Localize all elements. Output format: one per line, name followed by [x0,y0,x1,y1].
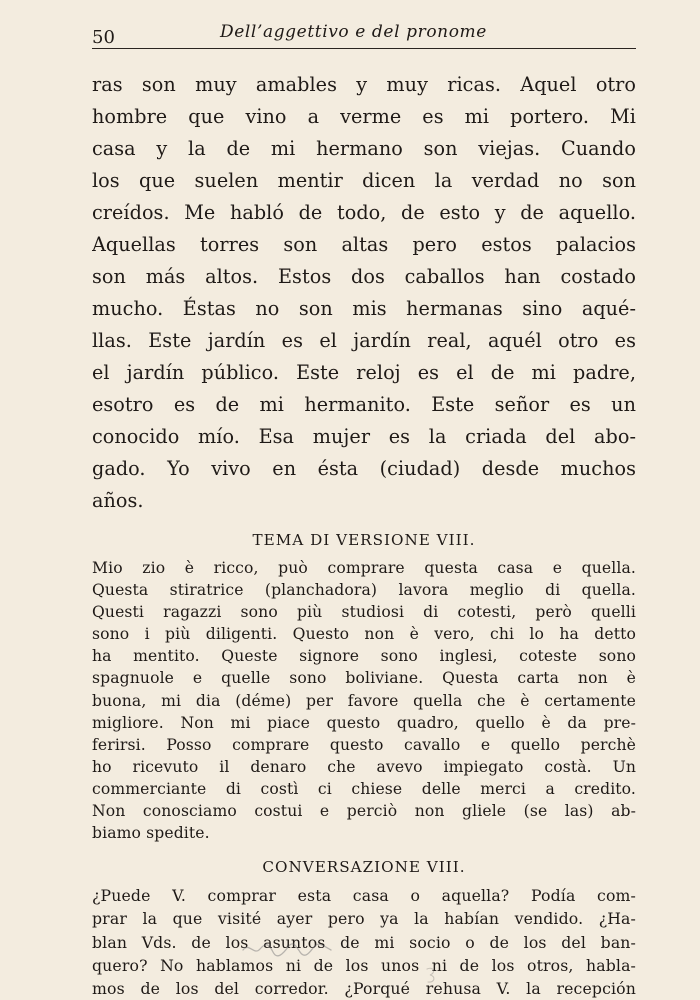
tema-line: ho ricevuto il denaro che avevo impiegato costà. Un [92,757,636,776]
spanish-line: creídos. Me habló de todo, de esto y de aquello. [92,201,636,224]
tema-line: biamo spedite. [92,824,210,843]
tema-line: ferirsi. Posso comprare questo cavallo e quello perchè [92,735,636,754]
spanish-line: gado. Yo vivo en ésta (ciudad) desde muchos [92,457,636,480]
spanish-line: años. [92,489,144,512]
conversation-line: ¿Puede V. comprar esta casa o aquella? Podía com- [92,886,636,906]
tema-line: commerciante di costì ci chiese delle merci a credito. [92,779,636,798]
spanish-line: el jardín público. Este reloj es el de mi padre, [92,361,636,384]
conversation-paragraph [92,884,636,1000]
conversation-line: mos de los del corredor. ¿Porqué rehusa V. la recepción [92,979,636,999]
spanish-line: hombre que vino a verme es mi portero. Mi [92,105,636,128]
conversation-line: quero? No hablamos ni de los unos ni de los otros, habla- [92,955,636,975]
spanish-line: llas. Este jardín es el jardín real, aquél otro es [92,329,636,352]
tema-paragraph [92,557,636,844]
page-number: 50 [92,27,115,48]
tema-line: Non conosciamo costui e perciò non gliele (se las) ab- [92,802,636,821]
tema-line: buona, mi dia (déme) per favore quella che è certamente [92,691,636,710]
pencil-scribble-icon [240,937,335,961]
tema-title: TEMA DI VERSIONE VIII. [252,531,476,549]
spanish-line: son más altos. Estos dos caballos han costado [92,265,636,288]
spanish-line: ras son muy amables y muy ricas. Aquel otro [92,73,636,96]
running-title: Dell’aggettivo e del pronome [220,22,487,42]
running-header [92,20,636,49]
spanish-line: conocido mío. Esa mujer es la criada del abo- [92,425,636,448]
spanish-line: Aquellas torres son altas pero estos palacios [92,233,636,256]
spanish-paragraph [92,69,636,517]
tema-line: sono i più diligenti. Questo non è vero, chi lo ha detto [92,625,636,644]
tema-line: Questi ragazzi sono più studiosi di cotesti, però quelli [92,603,636,622]
conversation-line: prar la que visité ayer pero ya la habían vendido. ¿Ha- [92,909,636,929]
tema-line: ha mentito. Queste signore sono inglesi, coteste sono [92,647,636,666]
tema-line: spagnuole e quelle sono boliviane. Questa carta non è [92,669,636,688]
spanish-line: casa y la de mi hermano son viejas. Cuando [92,137,636,160]
spanish-line: esotro es de mi hermanito. Este señor es un [92,393,636,416]
spanish-line: los que suelen mentir dicen la verdad no son [92,169,636,192]
stray-mark-icon [423,965,439,985]
tema-line: Mio zio è ricco, può comprare questa casa e quella. [92,559,636,577]
conversazione-title: CONVERSAZIONE VIII. [262,858,466,877]
spanish-line: mucho. Éstas no son mis hermanas sino aqué- [92,297,636,320]
conversation-line: blan Vds. de los asuntos de mi socio o de los del ban- [92,932,636,952]
tema-line: Questa stiratrice (planchadora) lavora meglio di quella. [92,581,636,600]
tema-line: migliore. Non mi piace questo quadro, quello è da pre- [92,713,636,732]
